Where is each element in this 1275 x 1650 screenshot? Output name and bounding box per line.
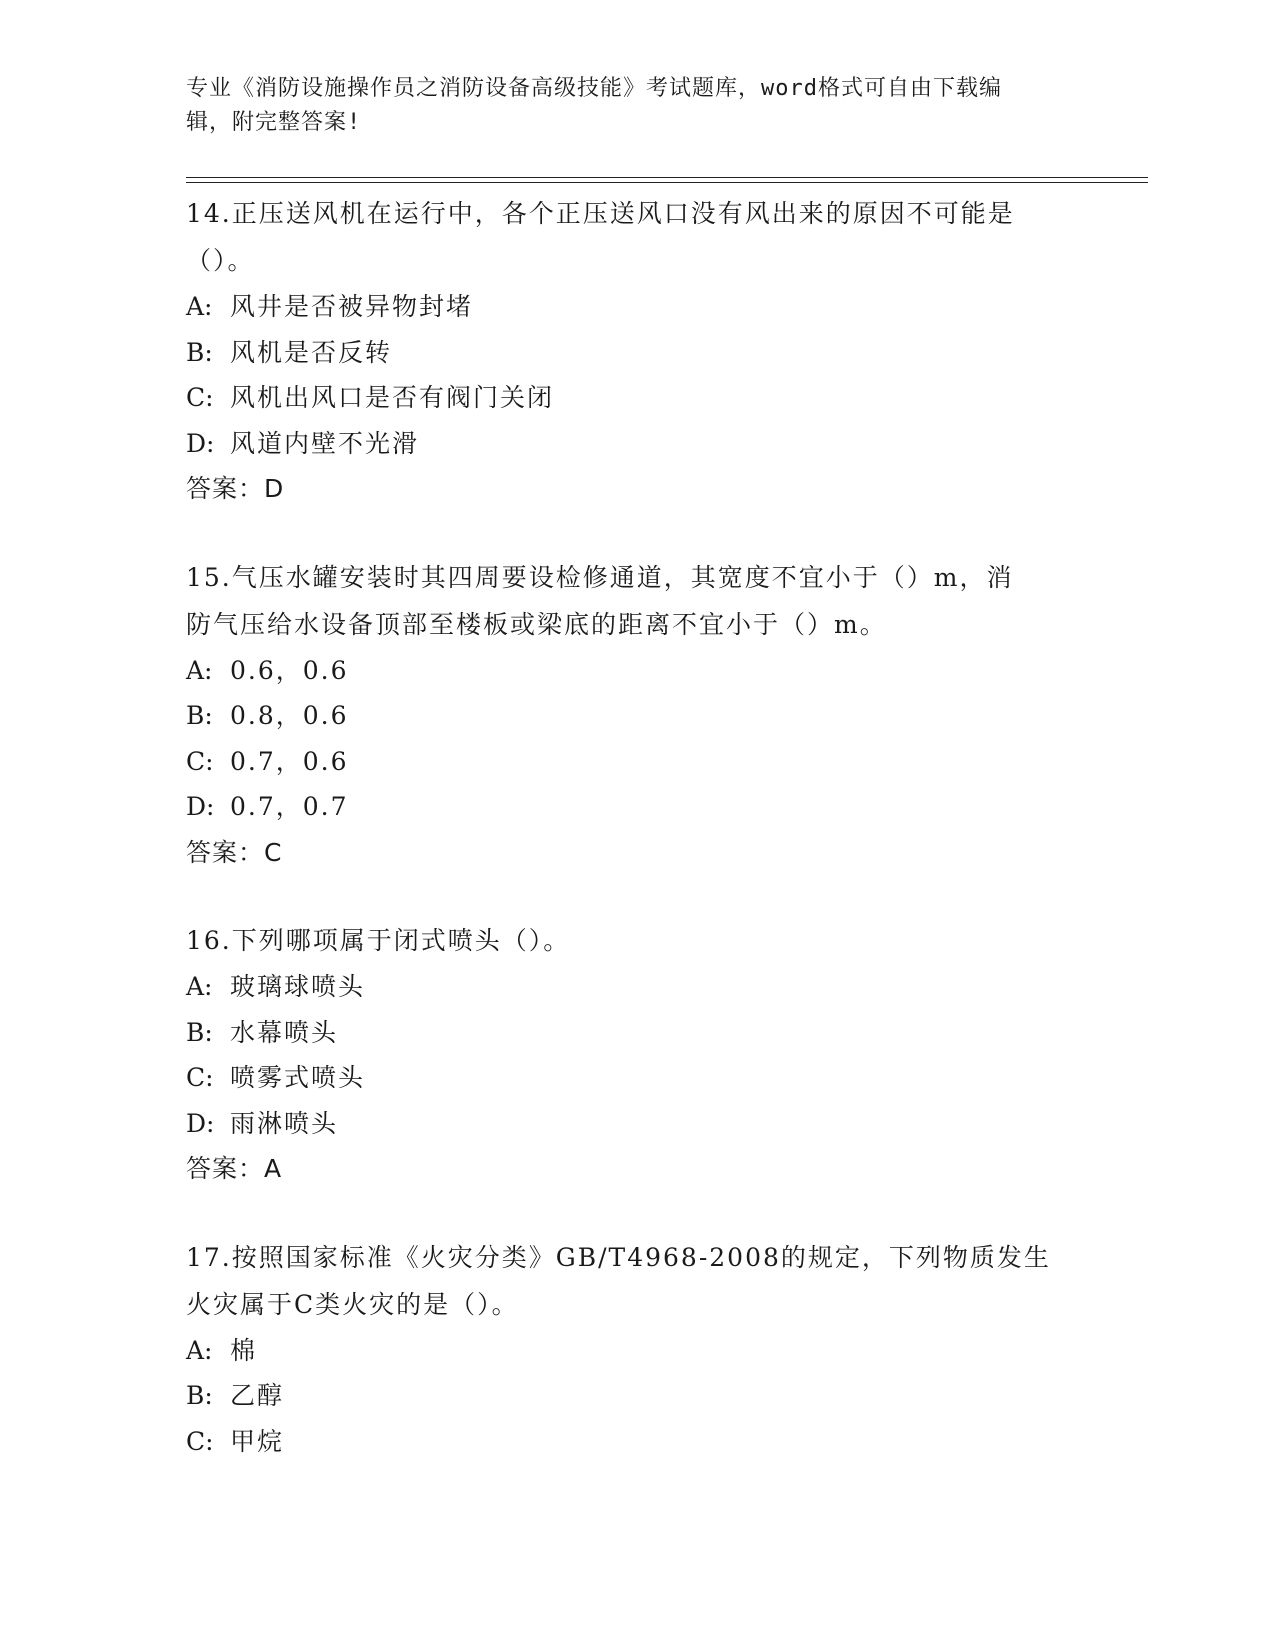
option-a	[186, 1328, 1086, 1374]
question-text-line: 16.下列哪项属于闭式喷头（）。	[186, 926, 571, 955]
option-d	[186, 784, 1086, 830]
option-letter: B:	[186, 337, 213, 367]
question-text-line: 火灾属于C类火灾的是（）。	[186, 1289, 519, 1319]
option-letter: B:	[186, 701, 213, 730]
question-text-line: 15.气压水罐安装时其四周要设检修通道，其宽度不宜小于（）m，消	[186, 562, 1014, 592]
option-letter: C:	[186, 746, 214, 776]
option-letter: C:	[186, 1063, 214, 1092]
option-text: 玻璃球喷头	[230, 972, 366, 1001]
option-b	[186, 693, 1086, 739]
option-text: 风机是否反转	[230, 337, 393, 367]
option-d	[186, 421, 1086, 467]
option-text: 雨淋喷头	[230, 1108, 339, 1138]
option-text: 0.8，0.6	[230, 701, 349, 730]
option-letter: A:	[186, 292, 213, 321]
option-b	[186, 1373, 1086, 1419]
option-letter: A:	[186, 972, 213, 1001]
option-text: 水幕喷头	[230, 1017, 339, 1047]
answer: 答案：C	[186, 837, 283, 867]
option-b	[186, 330, 1086, 376]
header-line-2: 辑，附完整答案!	[186, 110, 362, 135]
header-divider-top	[186, 177, 1148, 178]
question-16	[186, 917, 1086, 1192]
option-a	[186, 284, 1086, 330]
question-text	[186, 190, 1086, 284]
option-letter: A:	[186, 655, 213, 685]
question-text	[186, 554, 1086, 648]
option-d	[186, 1101, 1086, 1147]
option-letter: B:	[186, 1017, 213, 1047]
question-text	[186, 917, 1086, 964]
question-list	[186, 190, 1086, 1506]
option-text: 风机出风口是否有阀门关闭	[230, 383, 555, 412]
option-letter: C:	[186, 1426, 214, 1456]
question-17	[186, 1234, 1086, 1465]
option-text: 风道内壁不光滑	[230, 428, 420, 458]
option-a	[186, 964, 1086, 1010]
option-letter: D:	[186, 428, 215, 458]
option-letter: B:	[186, 1381, 213, 1410]
document-header	[186, 72, 1066, 140]
option-text: 0.6，0.6	[230, 655, 349, 685]
option-text: 甲烷	[230, 1426, 285, 1456]
option-text: 乙醇	[230, 1381, 285, 1410]
option-c	[186, 739, 1086, 785]
option-text: 风井是否被异物封堵	[230, 292, 474, 321]
question-text-line: 17.按照国家标准《火灾分类》GB/T4968-2008的规定，下列物质发生	[186, 1242, 1051, 1272]
answer: 答案：A	[186, 1154, 283, 1183]
question-text	[186, 1234, 1086, 1328]
option-text: 喷雾式喷头	[230, 1063, 366, 1092]
question-text-line: （）。	[186, 246, 255, 275]
question-15	[186, 554, 1086, 876]
option-text: 棉	[230, 1335, 258, 1365]
option-text: 0.7，0.7	[230, 792, 349, 821]
header-divider-bottom	[186, 182, 1148, 183]
question-text-line: 防气压给水设备顶部至楼板或梁底的距离不宜小于（）m。	[186, 609, 887, 639]
option-letter: D:	[186, 792, 215, 821]
header-line-1: 专业《消防设施操作员之消防设备高级技能》考试题库，word格式可自由下载编	[186, 76, 1002, 101]
option-letter: D:	[186, 1108, 215, 1138]
answer: 答案：D	[186, 474, 285, 503]
question-14	[186, 190, 1086, 512]
option-c	[186, 1055, 1086, 1101]
option-b	[186, 1010, 1086, 1056]
option-c	[186, 375, 1086, 421]
option-letter: A:	[186, 1335, 213, 1365]
option-letter: C:	[186, 383, 214, 412]
option-text: 0.7，0.6	[230, 746, 349, 776]
option-c	[186, 1419, 1086, 1465]
question-text-line: 14.正压送风机在运行中，各个正压送风口没有风出来的原因不可能是	[186, 199, 1015, 228]
option-a	[186, 648, 1086, 694]
